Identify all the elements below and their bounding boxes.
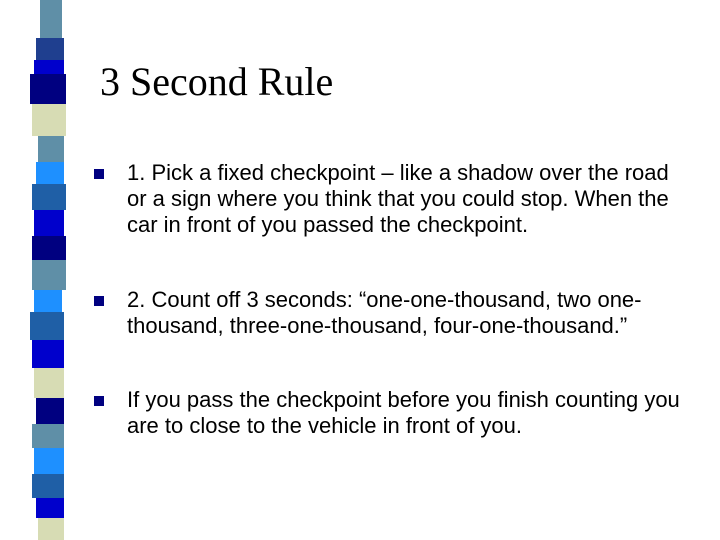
stripe-segment [36,38,64,60]
stripe-segment [32,236,66,260]
stripe-segment [32,474,64,498]
stripe-segment [32,104,66,136]
stripe-segment [34,290,62,312]
stripe-segment [34,210,64,236]
stripe-segment [34,60,64,74]
stripe-segment [32,184,66,210]
square-bullet-icon [94,296,104,306]
stripe-segment [34,368,64,398]
square-bullet-icon [94,169,104,179]
stripe-segment [30,312,64,340]
stripe-segment [36,398,64,424]
bullet-text: 2. Count off 3 seconds: “one-one-thousand, two one-thousand, three-one-thousand, four-one-thousand.” [127,287,642,338]
stripe-segment [40,0,62,38]
stripe-segment [32,340,64,368]
bullet-text: 1. Pick a fixed checkpoint – like a shadow over the road or a sign where you think that you could stop. When the car in front of you passed the checkpoint. [127,160,669,237]
decorative-color-stripe [0,0,82,540]
stripe-segment [30,74,66,104]
square-bullet-icon [94,396,104,406]
slide-title: 3 Second Rule [100,59,334,104]
stripe-segment [36,498,64,518]
stripe-segment [38,136,64,162]
stripe-segment [32,424,64,448]
stripe-segment [32,260,66,290]
bullet-text: If you pass the checkpoint before you finish counting you are to close to the vehicle in front of you. [127,387,680,438]
stripe-segment [36,162,64,184]
stripe-segment [38,518,64,540]
stripe-segment [34,448,64,474]
